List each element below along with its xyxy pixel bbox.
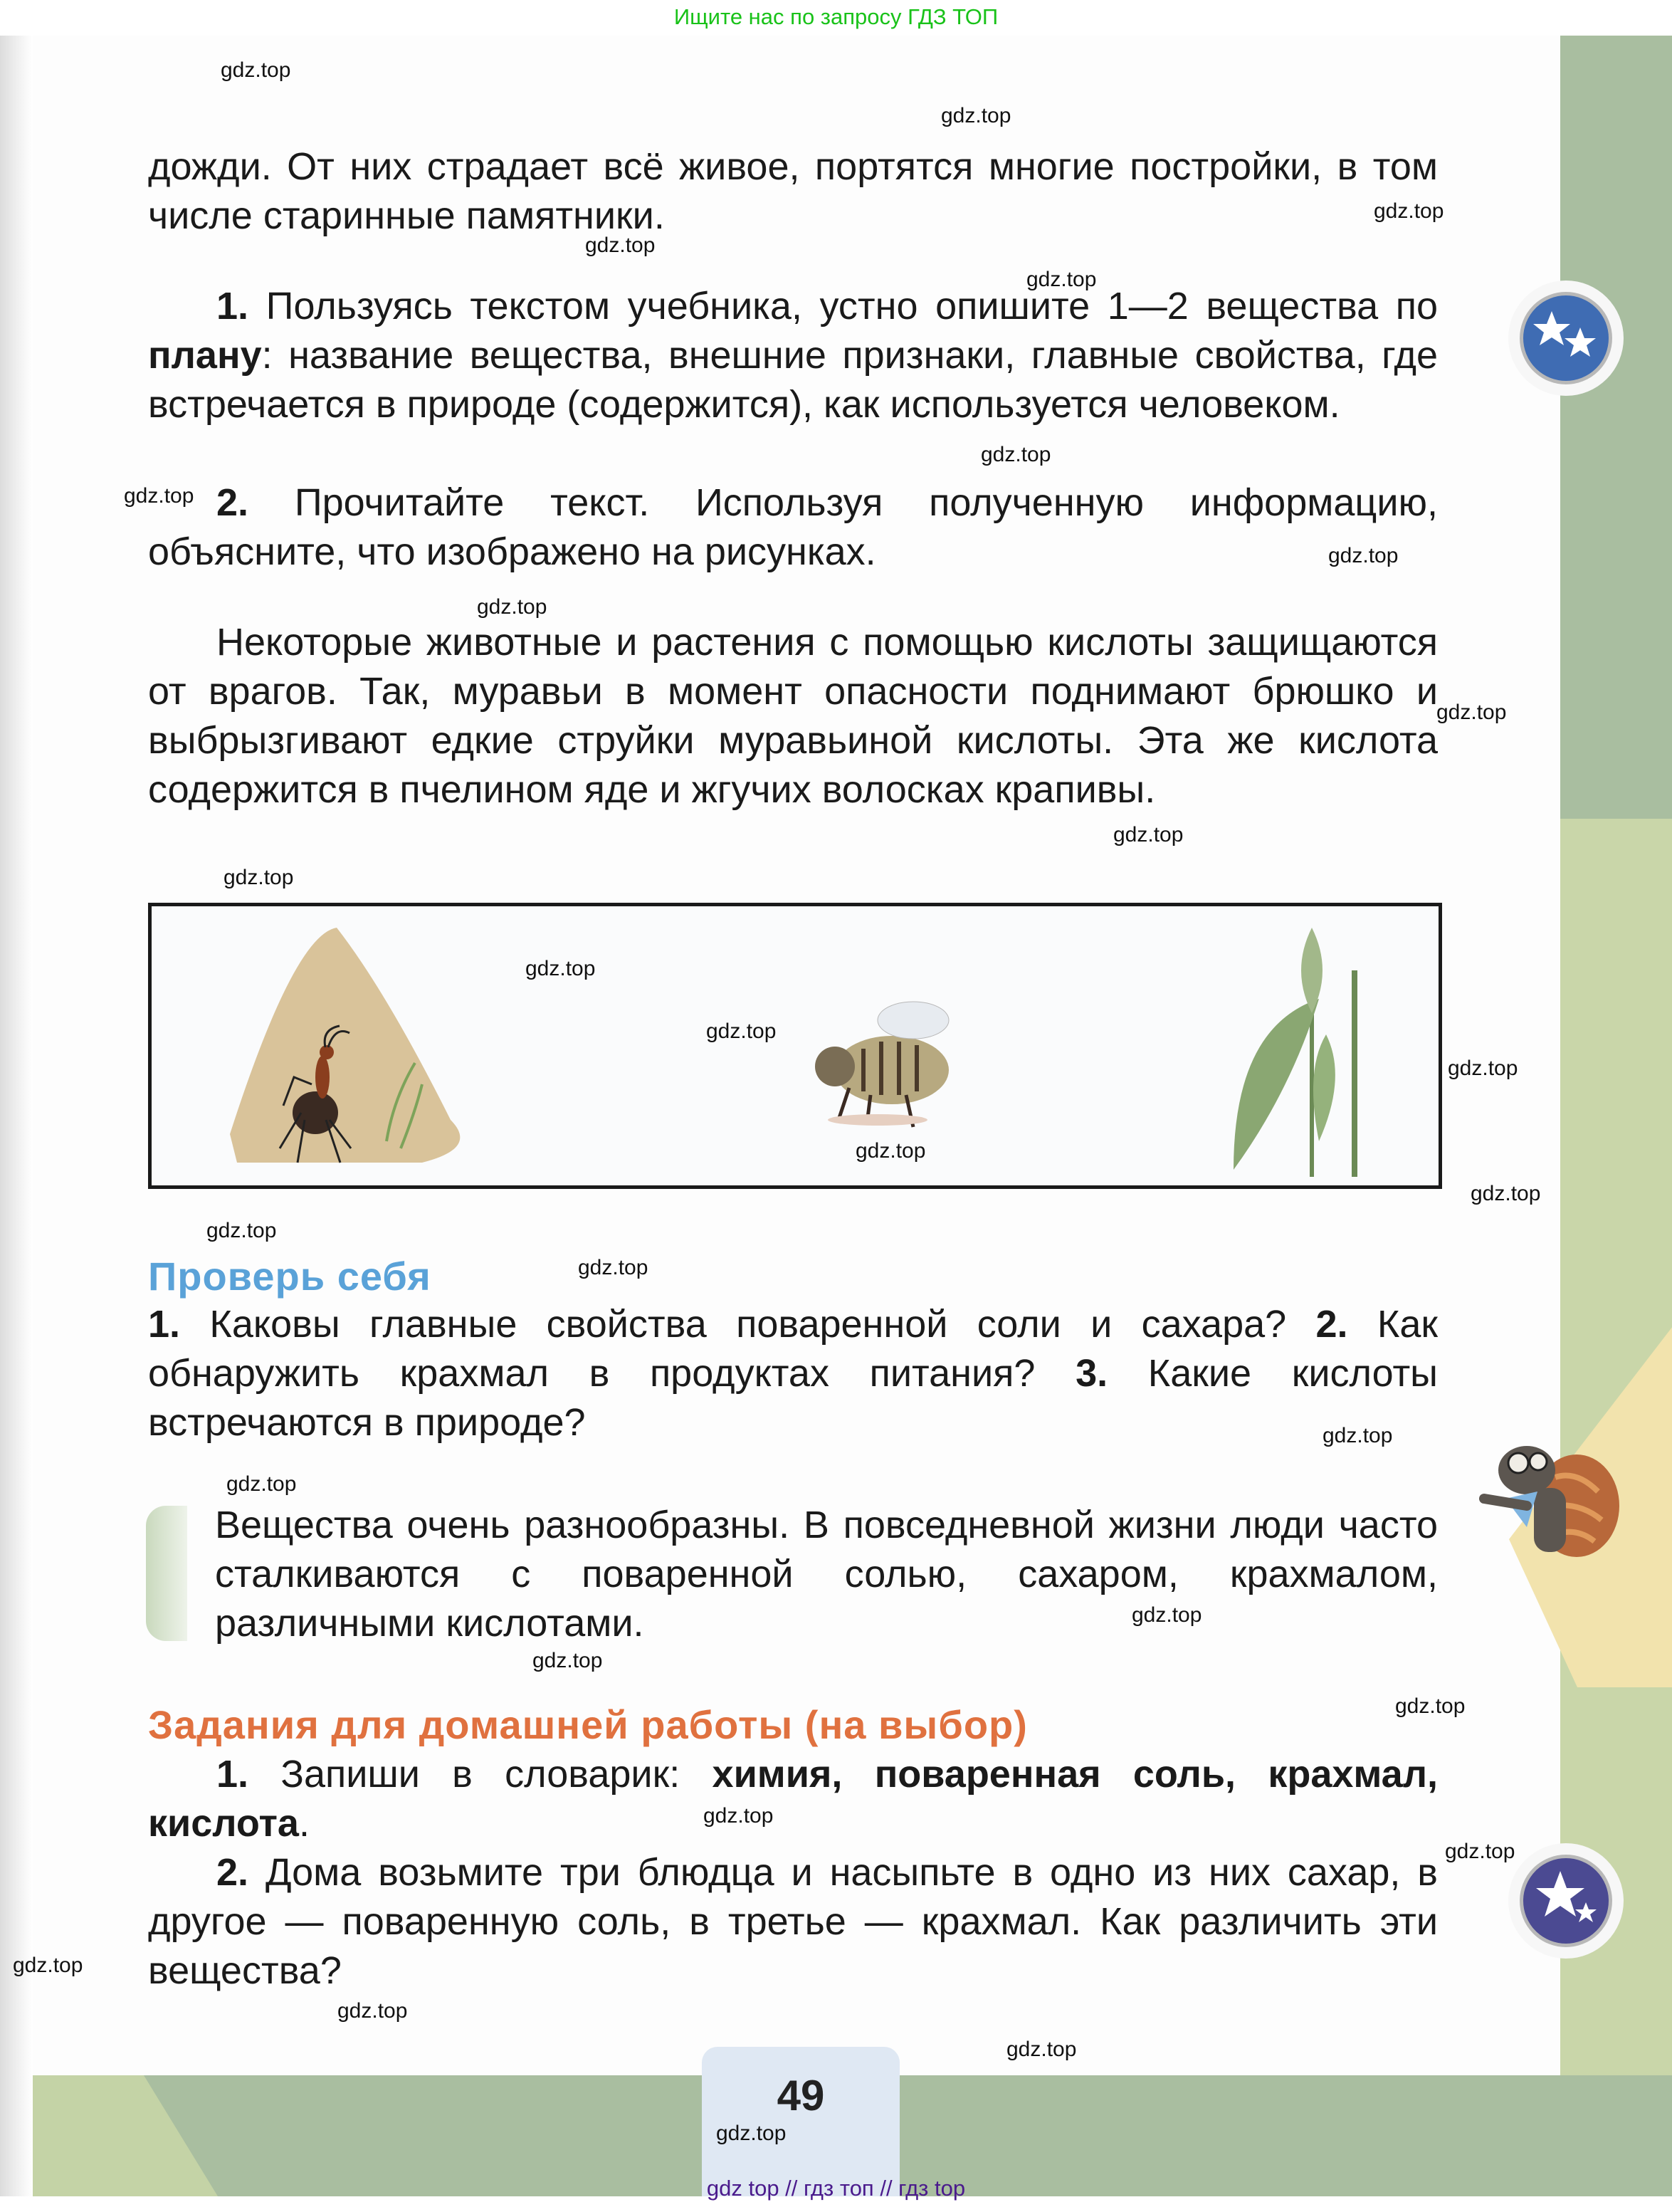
top-banner: Ищите нас по запросу ГДЗ ТОП xyxy=(673,4,999,29)
watermark: gdz.top xyxy=(706,1019,777,1043)
homework-task-2 xyxy=(148,1848,1438,1996)
watermark: gdz.top xyxy=(1113,823,1184,846)
page-number: 49 xyxy=(777,2072,825,2119)
question-3: Какие кислоты встречаются в природе? xyxy=(148,1352,1438,1444)
task-1-text-end: : название вещества, внешние признаки, главные свойства, где встречается в природе (содержится), как используется человеком. xyxy=(148,334,1438,426)
watermark: gdz.top xyxy=(703,1804,774,1828)
homework-1-number: 1. xyxy=(216,1753,249,1796)
check-yourself-heading: Проверь себя xyxy=(148,1254,431,1299)
watermark: gdz.top xyxy=(578,1256,648,1279)
watermark: gdz.top xyxy=(1445,1840,1515,1863)
task-1-number: 1. xyxy=(216,285,249,327)
watermark: gdz.top xyxy=(856,1139,926,1163)
footer-links[interactable]: gdz top // гдз топ // гдз top xyxy=(706,2176,966,2201)
watermark: gdz.top xyxy=(477,595,547,619)
homework-2-number: 2. xyxy=(216,1851,249,1894)
homework-task-1 xyxy=(148,1750,1438,1848)
task-1-text-start: Пользуясь текстом учебника, устно опишите 1—2 вещества по xyxy=(265,285,1438,327)
watermark: gdz.top xyxy=(1328,544,1399,567)
acid-text: Некоторые животные и растения с помощью кислоты защищаются от врагов. Так, муравьи в момент опасности поднимают брюшко и выбрызгивают едкие струйки муравьиной кислоты. Эта же кислота содержится в пчелином яде и жгучих волосках крапивы. xyxy=(148,621,1438,811)
watermark: gdz.top xyxy=(206,1219,277,1242)
watermark: gdz.top xyxy=(337,1999,408,2023)
task-1-bold-term: плану xyxy=(148,334,262,377)
watermark: gdz.top xyxy=(1374,199,1444,223)
task-2-number: 2. xyxy=(216,481,249,524)
summary-box xyxy=(215,1501,1438,1648)
intro-paragraph xyxy=(148,142,1438,241)
acid-paragraph xyxy=(148,618,1438,814)
homework-heading: Задания для домашней работы (на выбор) xyxy=(148,1702,1028,1747)
watermark: gdz.top xyxy=(13,1954,83,1977)
watermark: gdz.top xyxy=(525,957,596,980)
watermark: gdz.top xyxy=(585,234,656,257)
watermark: gdz.top xyxy=(981,443,1051,466)
watermark: gdz.top xyxy=(1471,1182,1541,1205)
task-2 xyxy=(148,478,1438,577)
watermark: gdz.top xyxy=(1006,2038,1077,2061)
question-1: Каковы главные свойства поваренной соли и сахара? xyxy=(209,1303,1287,1346)
homework-1-period: . xyxy=(298,1802,310,1845)
question-1-number: 1. xyxy=(148,1303,181,1346)
summary-accent-bar xyxy=(146,1506,187,1641)
watermark: gdz.top xyxy=(1436,701,1507,724)
two-stars-badge-icon xyxy=(1520,292,1612,384)
summary-text: Вещества очень разнообразны. В повседневной жизни люди часто сталкиваются с поваренной солью, сахаром, крахмалом, различными кислотами. xyxy=(215,1504,1438,1645)
question-2-number: 2. xyxy=(1315,1303,1348,1346)
page-spine-shadow xyxy=(0,36,33,2196)
turtle-mascot-icon xyxy=(1477,1420,1626,1563)
check-yourself-questions xyxy=(148,1300,1438,1447)
question-2: Как обнаружить крахмал в продуктах питания? xyxy=(148,1303,1438,1395)
illustration-frame xyxy=(148,903,1442,1189)
watermark: gdz.top xyxy=(1026,268,1097,291)
homework-1-terms: химия, поваренная соль, крахмал, кислота xyxy=(148,1753,1438,1845)
watermark: gdz.top xyxy=(221,58,291,82)
task-1 xyxy=(148,282,1438,429)
watermark: gdz.top xyxy=(1448,1057,1518,1080)
anthill-with-ant-icon xyxy=(230,928,460,1163)
watermark: gdz.top xyxy=(224,866,294,889)
watermark: gdz.top xyxy=(1323,1424,1393,1447)
homework-1-text: Запиши в словарик: xyxy=(280,1753,680,1796)
intro-text: дожди. От них страдает всё живое, портятся многие постройки, в том числе старинные памятники. xyxy=(148,145,1438,237)
watermark: gdz.top xyxy=(1395,1694,1466,1718)
watermark: gdz.top xyxy=(532,1649,603,1672)
ant-bee-nettle-illustration xyxy=(152,906,1439,1185)
watermark: gdz.top xyxy=(716,2122,787,2145)
question-3-number: 3. xyxy=(1076,1352,1108,1395)
bee-icon xyxy=(815,1002,949,1127)
nettle-icon xyxy=(1234,928,1355,1177)
homework-2-text: Дома возьмите три блюдца и насыпьте в одно из них сахар, в другое — поваренную соль, в третье — крахмал. Как различить эти вещества? xyxy=(148,1851,1438,1992)
watermark: gdz.top xyxy=(1132,1603,1202,1627)
watermark: gdz.top xyxy=(124,484,194,508)
watermark: gdz.top xyxy=(226,1472,297,1496)
watermark: gdz.top xyxy=(941,104,1011,127)
star-badge-icon xyxy=(1520,1855,1612,1947)
task-2-text: Прочитайте текст. Используя полученную информацию, объясните, что изображено на рисунках. xyxy=(148,481,1438,573)
